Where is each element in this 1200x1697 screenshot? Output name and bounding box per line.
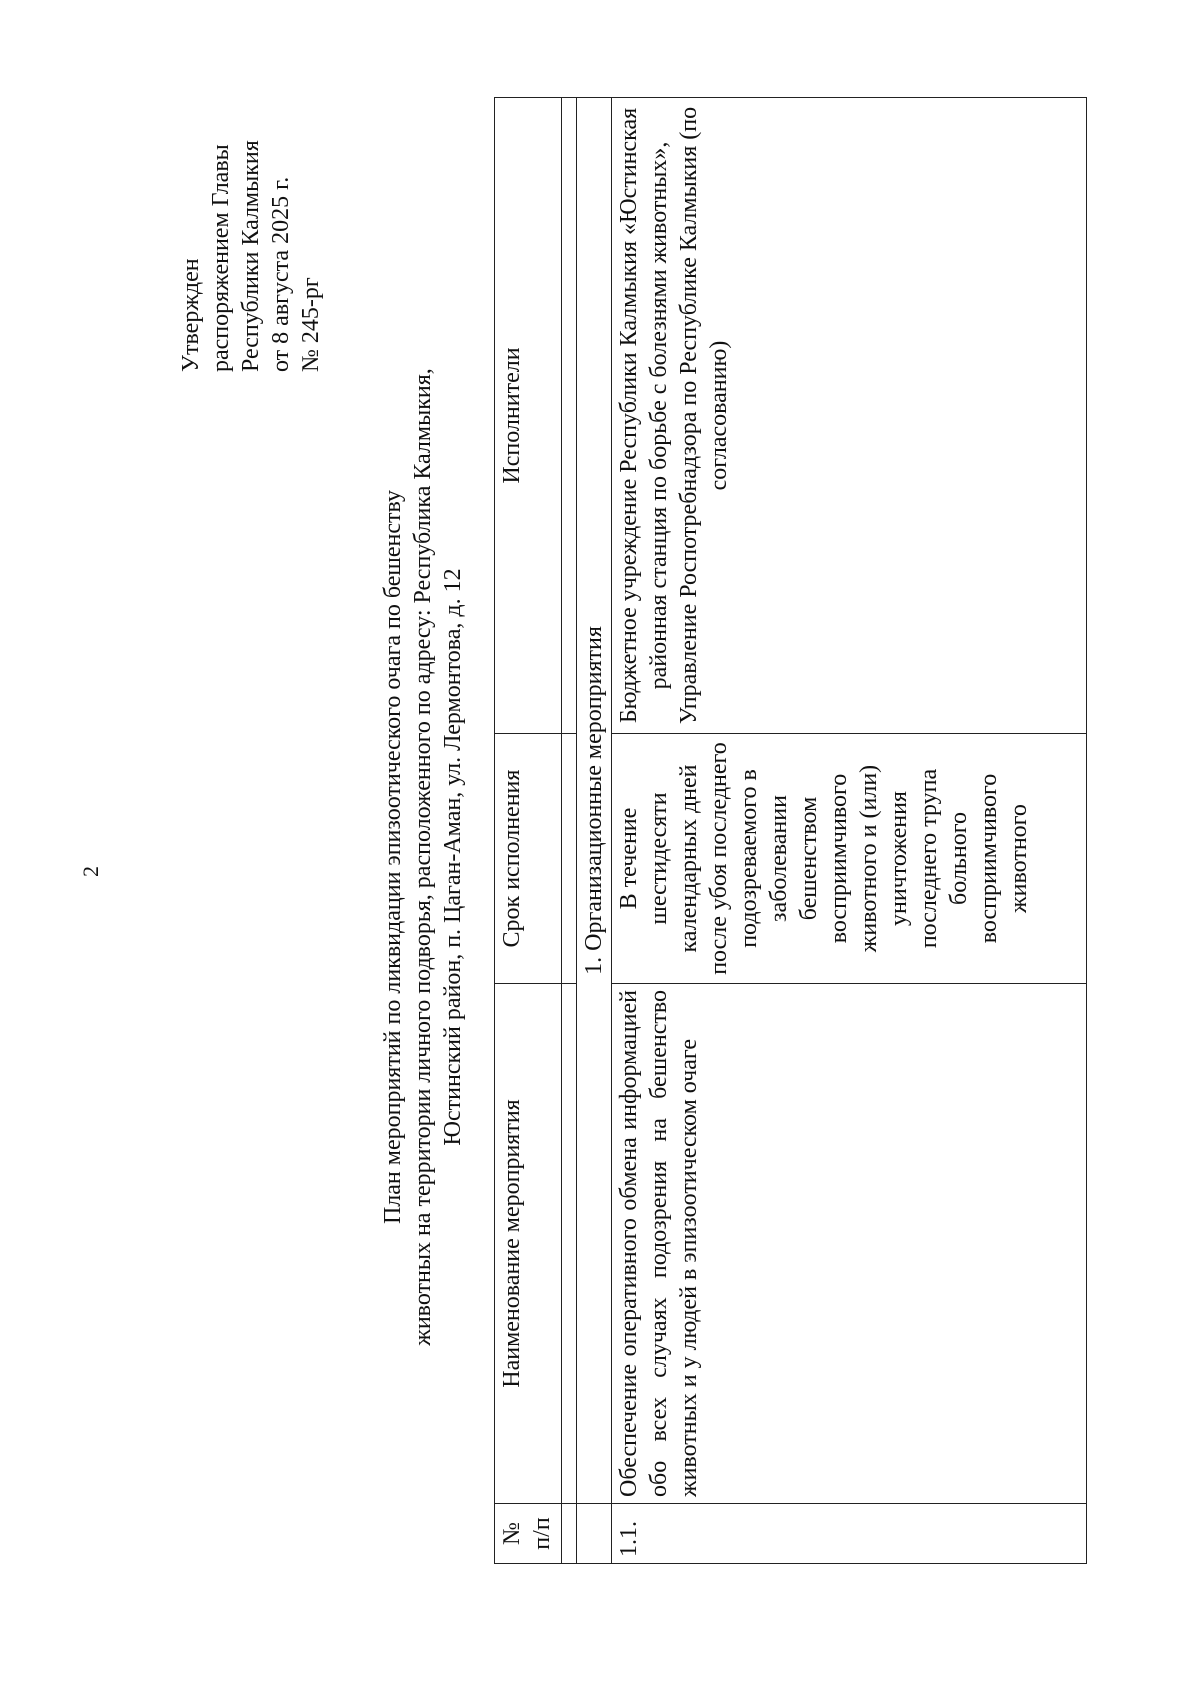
row-executors: Бюджетное учреждение Республики Калмыкия «Юстинская районная станция по борьбе с болезнями животных», Управление Роспотребнадзора по Республике Калмыкия (по согласованию) bbox=[612, 98, 1087, 734]
approval-line: № 245-рг bbox=[298, 277, 324, 372]
title-line: Юстинский район, п. Цаган-Аман, ул. Лермонтова, д. 12 bbox=[440, 568, 466, 1146]
document-title bbox=[378, 217, 468, 1497]
approval-line: Утвержден bbox=[178, 258, 204, 372]
section-title: 1. Организационные мероприятия bbox=[577, 98, 612, 1504]
table-row bbox=[612, 98, 1087, 1564]
page-number: 2 bbox=[78, 866, 103, 877]
approval-stamp bbox=[176, 140, 326, 372]
row-term: В течение шестидесяти календарных дней после убоя последнего подозреваемого в заболевании бешенством восприимчивого животного и (или) уничтожения последнего трупа больного восприимчивого животного bbox=[612, 734, 1087, 984]
title-line: План мероприятий по ликвидации эпизоотического очага по бешенству bbox=[380, 489, 406, 1225]
header-term: Срок исполнения bbox=[495, 734, 562, 984]
approval-line: распоряжением Главы bbox=[208, 144, 234, 372]
section-row bbox=[577, 98, 612, 1564]
row-num: 1.1. bbox=[612, 1504, 1087, 1564]
table-spacer-row bbox=[562, 98, 577, 1564]
table-header-row bbox=[495, 98, 562, 1564]
header-num: № п/п bbox=[495, 1504, 562, 1564]
row-name: Обеспечение оперативного обмена информацией обо всех случаях подозрения на бешенство животных и у людей в эпизоотическом очаге bbox=[612, 984, 1087, 1504]
approval-line: от 8 августа 2025 г. bbox=[268, 176, 294, 372]
plan-table bbox=[494, 97, 1087, 1564]
approval-line: Республики Калмыкия bbox=[238, 140, 264, 372]
header-name: Наименование мероприятия bbox=[495, 984, 562, 1504]
header-executors: Исполнители bbox=[495, 98, 562, 734]
title-line: животных на территории личного подворья, расположенного по адресу: Республика Калмыкия, bbox=[410, 368, 436, 1346]
